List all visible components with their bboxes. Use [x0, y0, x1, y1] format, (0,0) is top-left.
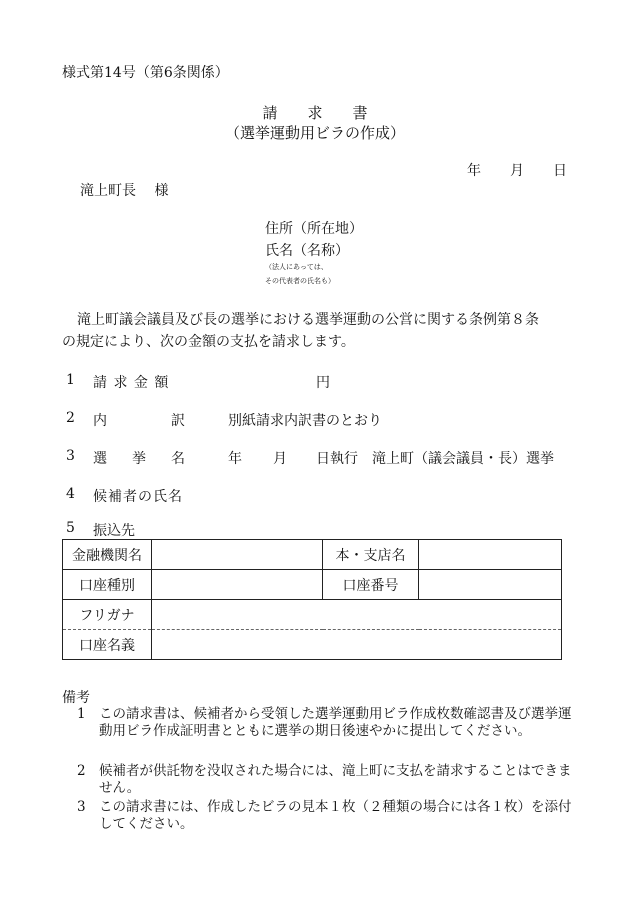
item-3-value: 日執行 滝上町（議会議員・長）選挙	[316, 451, 554, 467]
item-3-label-char: 名	[171, 451, 185, 467]
branch-field[interactable]	[419, 540, 562, 570]
account-number-field[interactable]	[419, 570, 562, 600]
item-3-year: 年	[228, 451, 242, 467]
item-2-value: 別紙請求内訳書のとおり	[228, 413, 382, 429]
item-2-label-char: 訳	[171, 413, 185, 429]
bank-name-label: 金融機関名	[63, 540, 152, 570]
table-row	[63, 630, 562, 660]
remark-text: 候補者が供託物を没収された場合には、滝上町に支払を請求することはできません。	[99, 763, 572, 796]
corporation-note-2: その代表者の氏名も）	[265, 277, 335, 285]
account-holder-field[interactable]	[152, 630, 562, 660]
document-title: 請 求 書	[262, 104, 368, 122]
account-holder-label: 口座名義	[63, 630, 152, 660]
account-type-field[interactable]	[152, 570, 323, 600]
body-line-2: の規定により、次の金額の支払を請求します。	[62, 334, 355, 350]
corporation-note-1: （法人にあっては、	[265, 263, 328, 271]
body-line-1: 滝上町議会議員及び長の選挙における選挙運動の公営に関する条例第８条	[77, 312, 539, 328]
item-3-month: 月	[273, 451, 287, 467]
table-row	[63, 540, 562, 570]
remarks-heading: 備考	[62, 690, 90, 706]
table-row	[63, 600, 562, 630]
item-5-number: 5	[66, 520, 75, 536]
item-3-label-char: 挙	[132, 451, 146, 467]
furigana-label: フリガナ	[63, 600, 152, 630]
remark-text: この請求書には、作成したビラの見本１枚（２種類の場合には各１枚）を添付してください。	[99, 799, 572, 832]
item-4-number: 4	[66, 486, 75, 502]
bank-name-field[interactable]	[152, 540, 323, 570]
addressee: 滝上町長 様	[80, 183, 169, 199]
remark-item	[77, 706, 579, 758]
furigana-field[interactable]	[152, 600, 562, 630]
item-2-number: 2	[66, 410, 75, 426]
remark-number: 2	[77, 763, 86, 779]
form-number: 様式第14号（第6条関係）	[62, 65, 229, 81]
date-year: 年	[467, 163, 481, 179]
item-5-label: 振込先	[93, 523, 135, 539]
branch-label: 本・支店名	[323, 540, 419, 570]
name-label: 氏名（名称）	[265, 243, 349, 259]
table-row	[63, 570, 562, 600]
item-3-label	[93, 448, 185, 468]
remark-text: この請求書は、候補者から受領した選挙運動用ビラ作成枚数確認書及び選挙運動用ビラ作成証明書とともに選挙の期日後速やかに提出してください。	[99, 706, 572, 739]
account-type-label: 口座種別	[63, 570, 152, 600]
item-1-number: 1	[66, 372, 75, 388]
item-4-label: 候補者の氏名	[93, 489, 183, 505]
item-1-label: 請 求 金 額	[93, 375, 170, 391]
bank-transfer-table	[62, 539, 562, 660]
item-1-value: 円	[316, 375, 330, 391]
account-number-label: 口座番号	[323, 570, 419, 600]
document-subtitle: （選挙運動用ビラの作成）	[224, 124, 405, 142]
date-month: 月	[510, 163, 524, 179]
remark-number: 3	[77, 799, 86, 815]
address-label: 住所（所在地）	[265, 221, 363, 237]
remark-item	[77, 799, 579, 833]
date-day: 日	[553, 163, 567, 179]
item-3-number: 3	[66, 448, 75, 464]
remark-item	[77, 763, 579, 797]
item-3-label-char: 選	[93, 451, 107, 467]
remark-number: 1	[77, 706, 86, 722]
item-2-label	[93, 410, 185, 430]
item-2-label-char: 内	[93, 413, 107, 429]
